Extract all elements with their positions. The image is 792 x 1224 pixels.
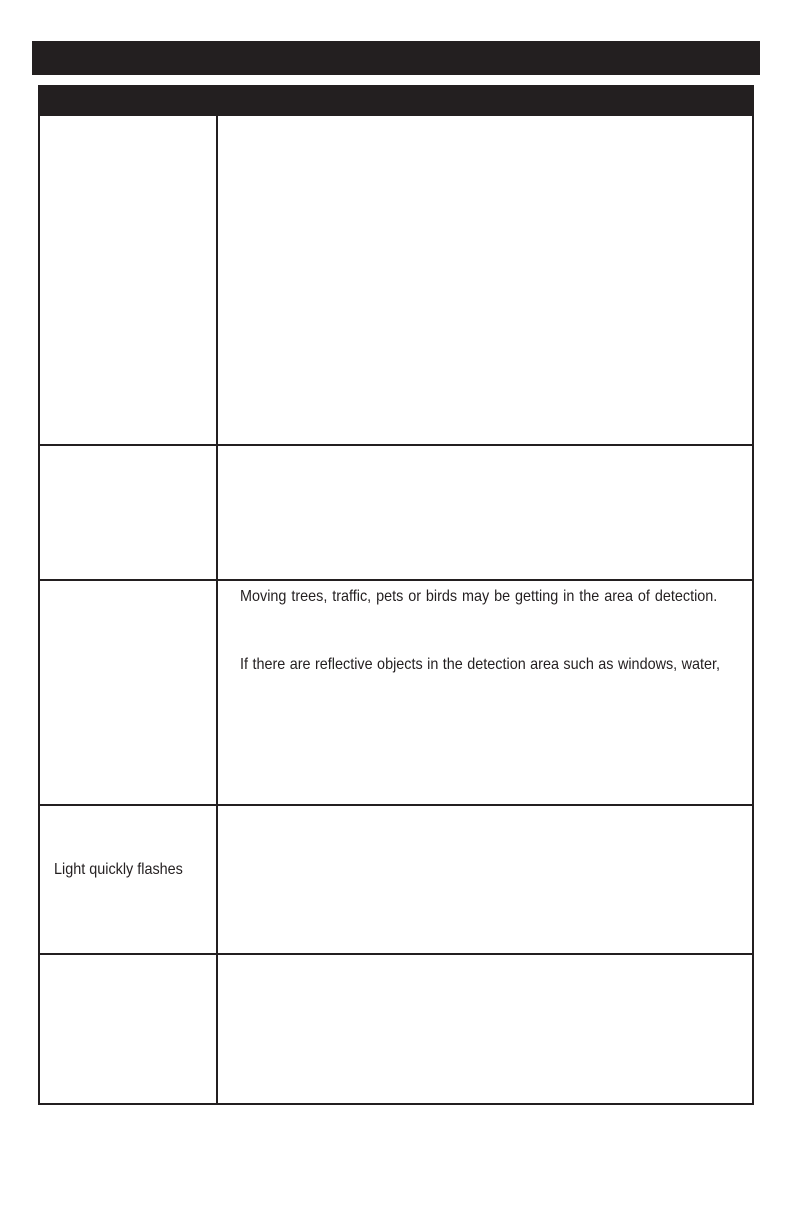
table-header — [38, 85, 754, 116]
problem-label-light-flashes: Light quickly flashes — [54, 861, 183, 878]
section-title-bar — [32, 41, 760, 75]
troubleshooting-table — [38, 85, 754, 1105]
row-divider — [40, 804, 752, 806]
row-divider — [40, 444, 752, 446]
solution-text-reflective-objects: If there are reflective objects in the detection area such as windows, water, — [240, 656, 721, 673]
row-divider — [40, 579, 752, 581]
row-divider — [40, 953, 752, 955]
solution-text-moving-objects: Moving trees, traffic, pets or birds may be getting in the area of detection. — [240, 588, 718, 605]
